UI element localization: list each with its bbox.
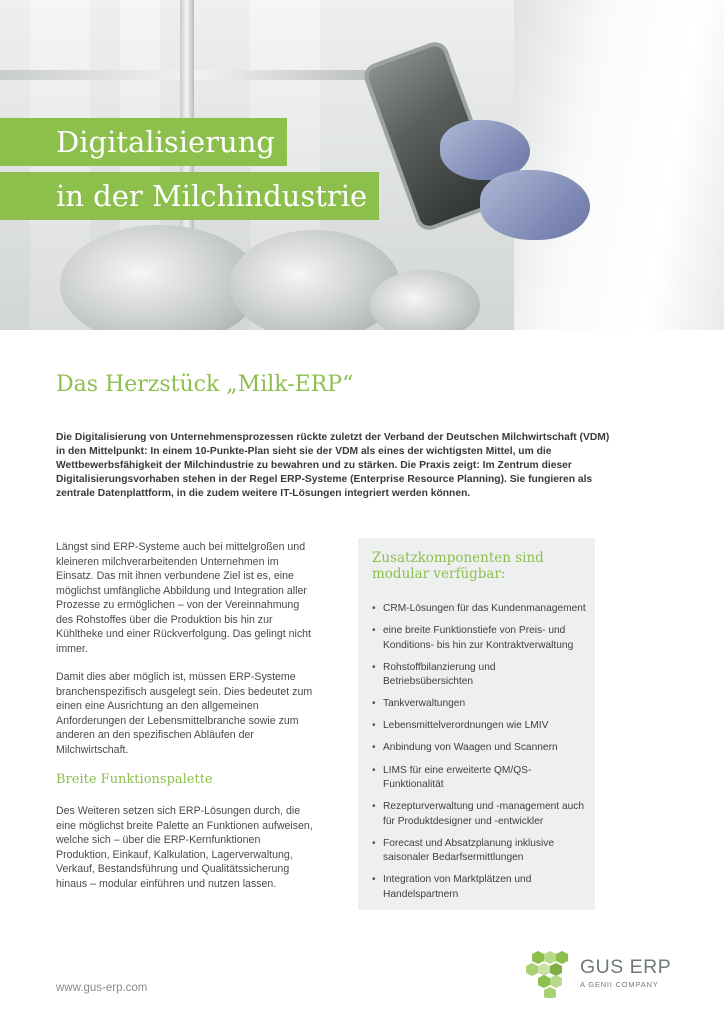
subtitle-breite-funktionspalette: Breite Funktionspalette [56,772,213,787]
hero-photo [0,0,724,330]
section-title: Das Herzstück „Milk-ERP“ [56,372,354,397]
left-paragraph-3: Des Weiteren setzen sich ERP-Lösungen durch, die eine möglichst breite Palette an Funktionen aufweisen, welche sich – über die ERP-Kernfunktionen Produktion, Einkauf, Kalkulation, Lagerverwaltung, Verkauf, Bestandsführung und Qualitätssicherung hinaus – modular einführen und nutzen lassen. [56,805,313,890]
gus-erp-logo [522,950,672,998]
components-box [358,538,595,910]
logo-tagline: A GENII COMPANY [580,980,659,989]
left-paragraph-1: Längst sind ERP-Systeme auch bei mittelgroßen und kleineren milchverarbeitenden Unternehmen im Einsatz. Das mit ihnen verbundene Ziel ist es, eine möglichst umfängliche Abbildung und Integration aller Prozesse zu ermöglichen – von der Vereinnahmung des Rohstoffes über die Produktion bis hin zur Kühltheke und einer Rückverfolgung. Das gelingt nicht immer. [56,541,311,655]
hexagon-logo-icon [522,950,578,998]
list-item: • LIMS für eine erweiterte QM/QS-Funktionalität [372,764,587,793]
hero-title-line2: in der Milchindustrie [0,172,379,220]
footer-url[interactable]: www.gus-erp.com [56,982,148,994]
list-item: • Integration von Marktplätzen und Handelspartnern [372,873,587,902]
left-column [56,540,314,771]
list-item: • Lebensmittelverordnungen wie LMIV [372,719,587,734]
list-item: • Anbindung von Waagen und Scannern [372,741,587,756]
list-item: • Tankverwaltungen [372,697,587,712]
list-item: • Rohstoffbilanzierung und Betriebsübersichten [372,661,587,690]
list-item: • Forecast und Absatzplanung inklusive saisonaler Bedarfsermittlungen [372,837,587,866]
logo-name: GUS ERP [580,956,672,978]
hero-title-line1: Digitalisierung [0,118,287,166]
list-item: • Rezepturverwaltung und -management auch für Produktdesigner und -entwickler [372,800,587,829]
list-item: • CRM-Lösungen für das Kundenmanagement [372,602,587,617]
list-item: • eine breite Funktionstiefe von Preis- und Konditions- bis hin zur Kontraktverwaltung [372,624,587,653]
components-box-title: Zusatzkomponenten sind modular verfügbar: [372,550,544,582]
intro-paragraph: Die Digitalisierung von Unternehmensprozessen rückte zuletzt der Verband der Deutschen Milchwirtschaft (VDM) in den Mittelpunkt: In einem 10-Punkte-Plan sieht sie der VDM als eines der wichtigsten Mittel, um die Wettbewerbsfähigkeit der Milchindustrie zu bewahren und zu stärken. Die Praxis zeigt: Im Zentrum dieser Digitalisierungsvorhaben stehen in der Regel ERP-Systeme (Enterprise Resource Planning). Sie fungieren als zentrale Datenplattform, in die zudem weitere IT-Lösungen integriert werden können. [56,432,610,499]
left-paragraph-2: Damit dies aber möglich ist, müssen ERP-Systeme branchenspezifisch ausgelegt sein. Dies bedeutet zum einen eine Ausrichtung an den allgemeinen Anforderungen der Lebensmittelbranche sowie zum anderen an den spezifischen Abläufen der Milchwirtschaft. [56,671,313,756]
components-list [372,602,587,910]
